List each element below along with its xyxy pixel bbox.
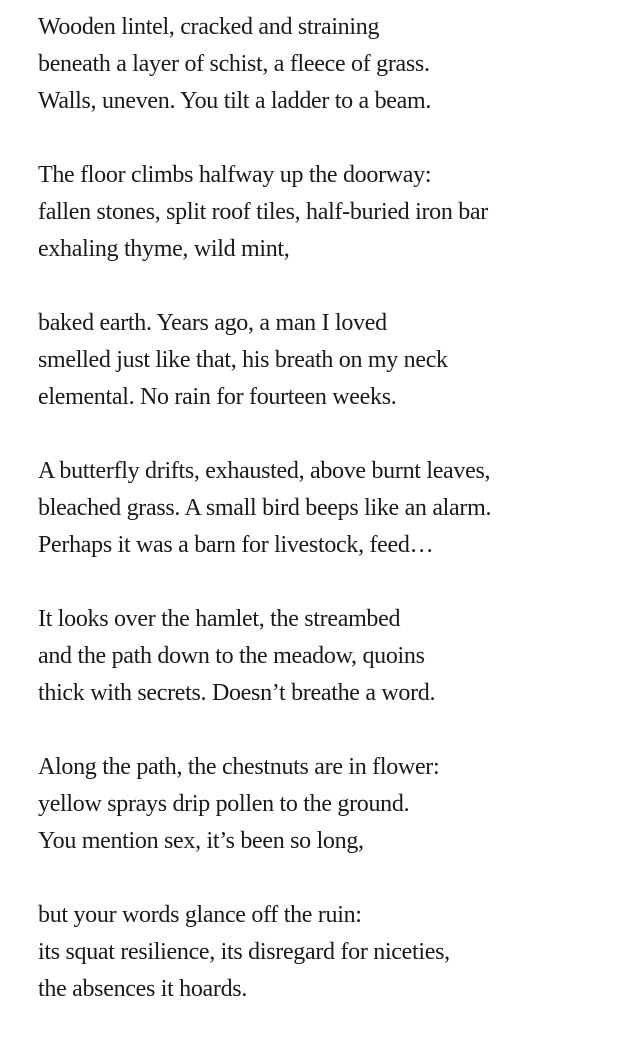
poem-line: and the path down to the meadow, quoins <box>38 643 425 669</box>
stanza-4 <box>38 453 628 564</box>
poem-body <box>38 9 628 1045</box>
stanza-2 <box>38 157 628 268</box>
poem-line: Along the path, the chestnuts are in flower: <box>38 754 440 780</box>
poem-line: its squat resilience, its disregard for niceties, <box>38 939 450 965</box>
poem-line: baked earth. Years ago, a man I loved <box>38 310 387 336</box>
poem-line: yellow sprays drip pollen to the ground. <box>38 791 410 817</box>
poem-line: The floor climbs halfway up the doorway: <box>38 162 432 188</box>
stanza-7 <box>38 897 628 1008</box>
stanza-5 <box>38 601 628 712</box>
poem-line: A butterfly drifts, exhausted, above burnt leaves, <box>38 458 491 484</box>
poem-line: smelled just like that, his breath on my neck <box>38 347 448 373</box>
poem-line: You mention sex, it’s been so long, <box>38 828 364 854</box>
poem-line: bleached grass. A small bird beeps like an alarm. <box>38 495 492 521</box>
poem-line: beneath a layer of schist, a fleece of grass. <box>38 51 430 77</box>
poem-line: Walls, uneven. You tilt a ladder to a beam. <box>38 88 432 114</box>
poem-line: Perhaps it was a barn for livestock, feed… <box>38 532 434 558</box>
stanza-6 <box>38 749 628 860</box>
poem-line: elemental. No rain for fourteen weeks. <box>38 384 397 410</box>
poem-line: It looks over the hamlet, the streambed <box>38 606 401 632</box>
poem-line: Wooden lintel, cracked and straining <box>38 14 380 40</box>
poem-line: thick with secrets. Doesn’t breathe a word. <box>38 680 436 706</box>
stanza-1 <box>38 9 628 120</box>
poem-line: exhaling thyme, wild mint, <box>38 236 290 262</box>
poem-line: but your words glance off the ruin: <box>38 902 362 928</box>
poem-line: fallen stones, split roof tiles, half-buried iron bar <box>38 199 488 225</box>
stanza-3 <box>38 305 628 416</box>
poem-line: the absences it hoards. <box>38 976 248 1002</box>
